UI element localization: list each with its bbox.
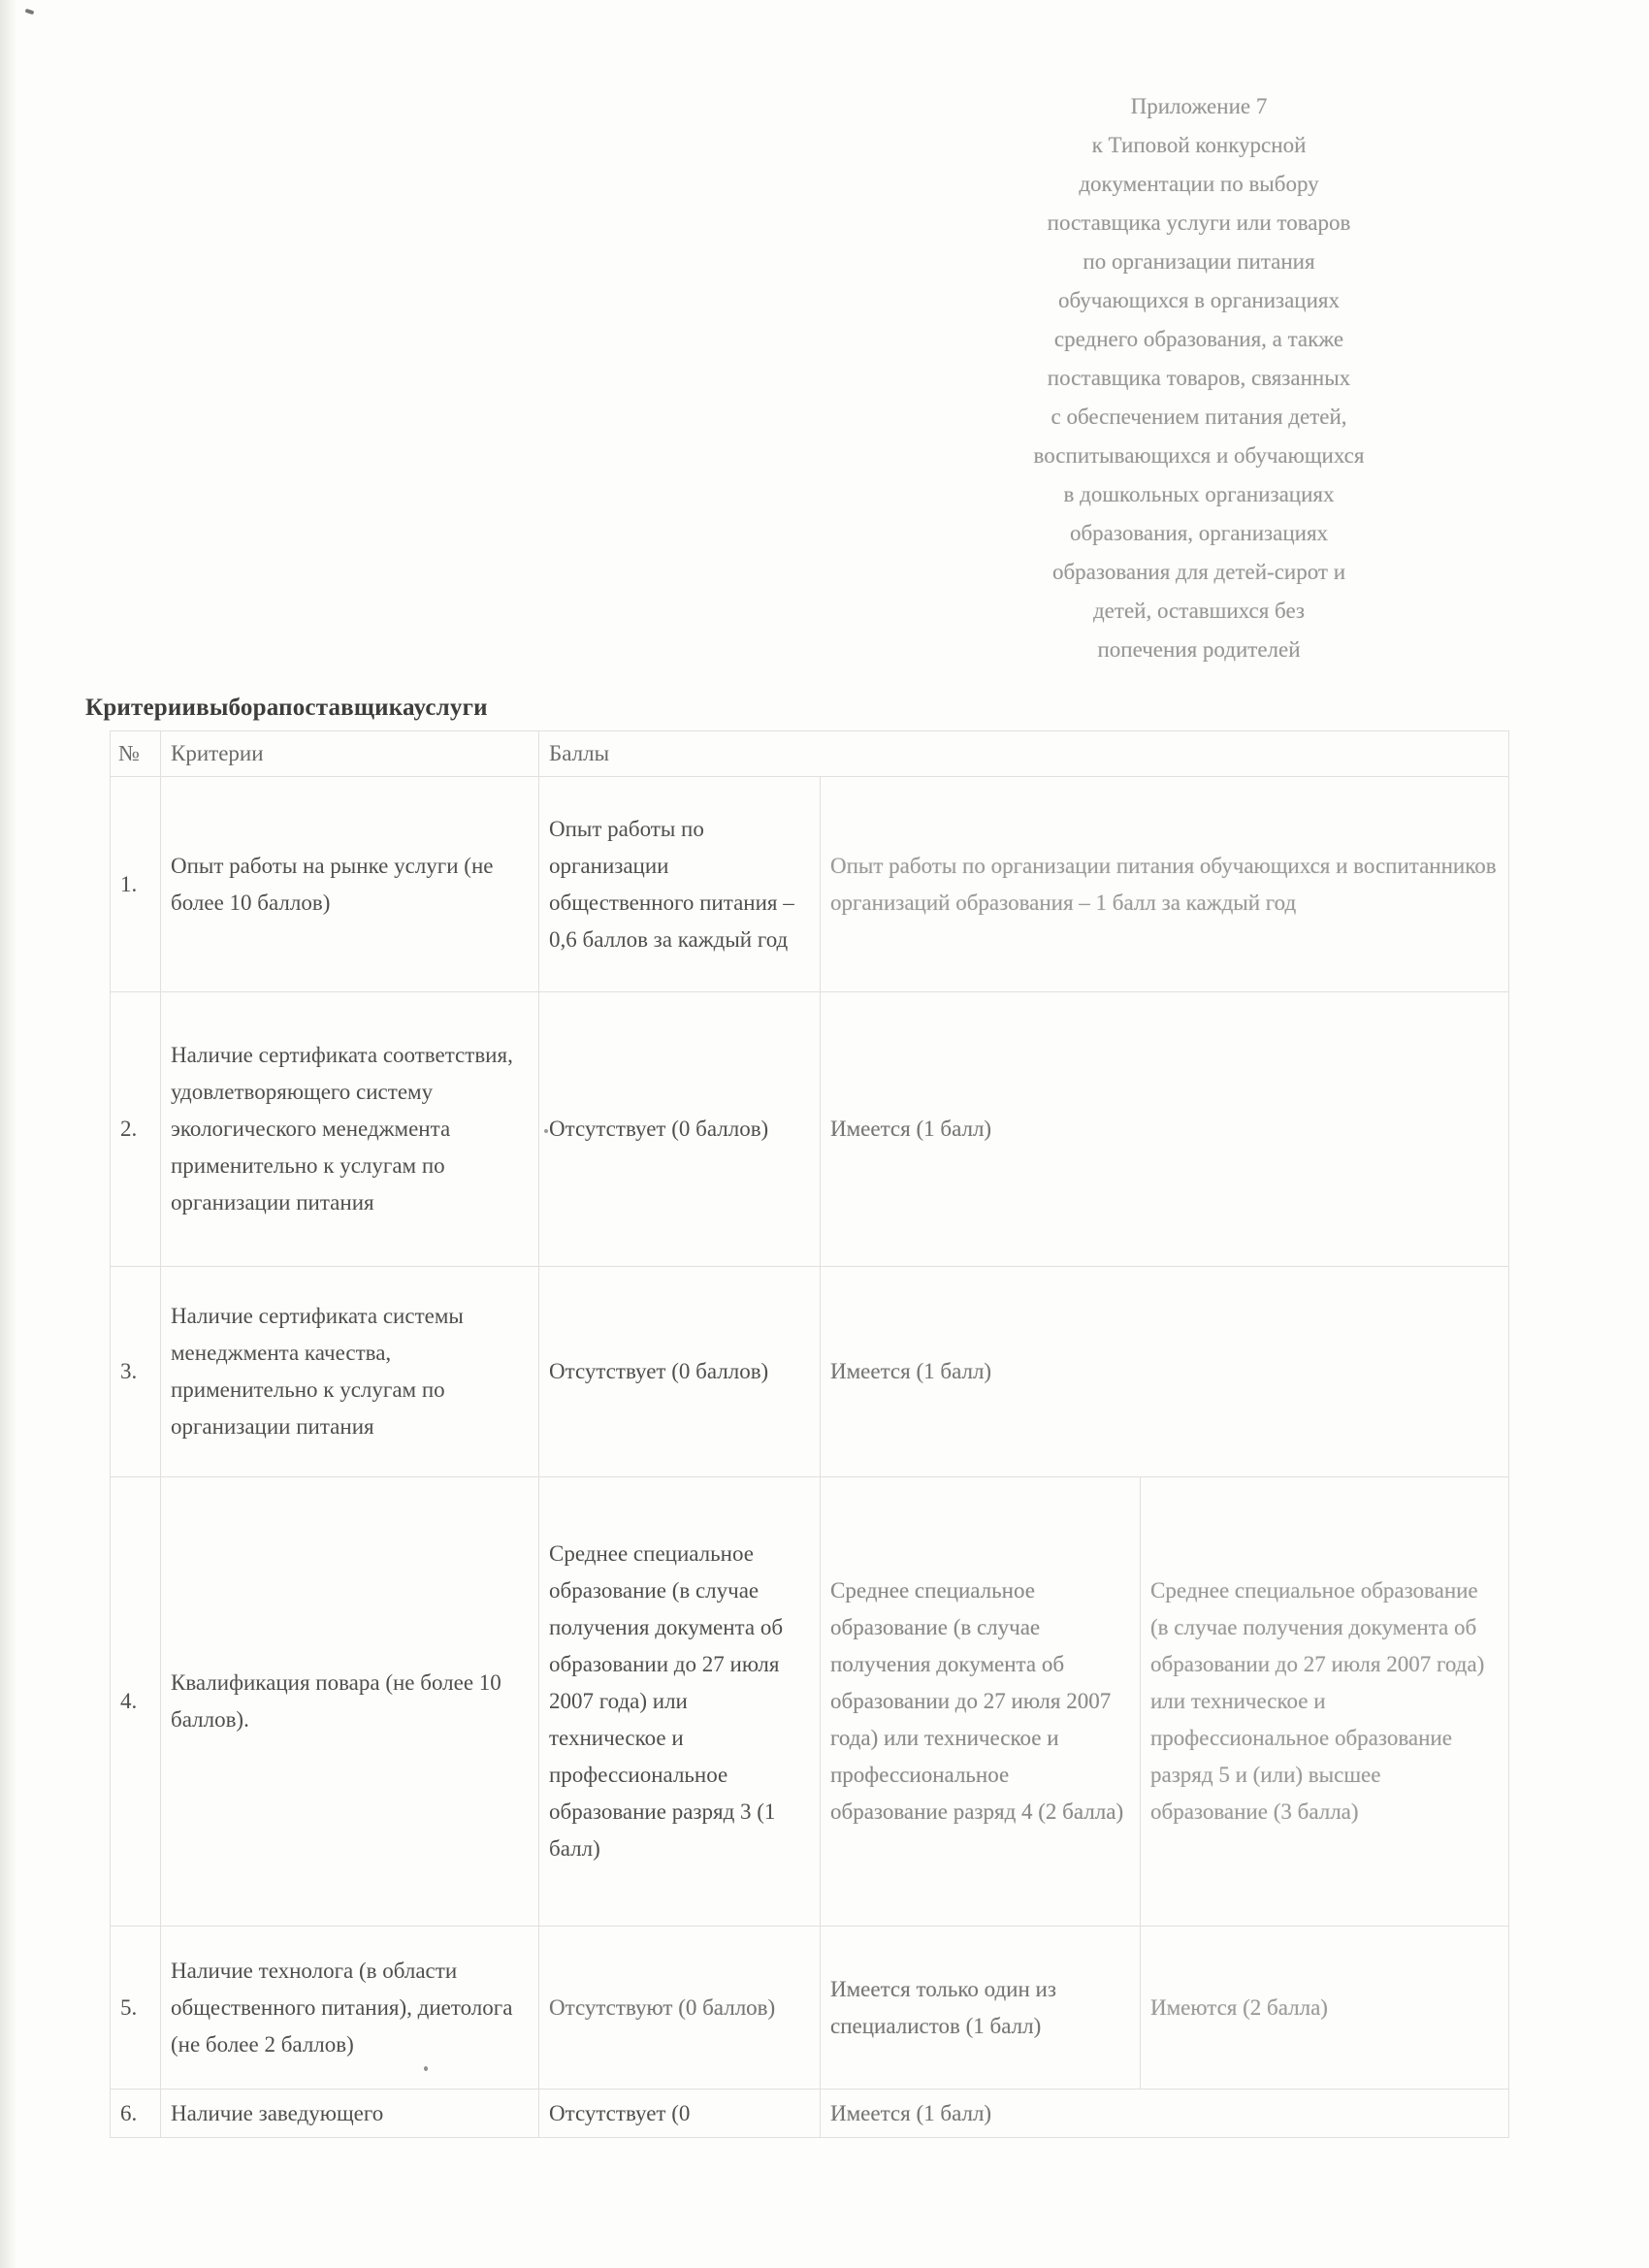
criteria-cell: Наличие сертификата соответствия, удовлетворяющего систему экологического менеджмента применительно к услугам по организации питания	[161, 992, 539, 1267]
row-number: 3.	[111, 1267, 161, 1477]
table-row	[111, 1267, 1509, 1477]
table-row	[111, 777, 1509, 992]
table-row	[111, 992, 1509, 1267]
row-number: 4.	[111, 1477, 161, 1927]
appendix-line: Приложение 7	[1130, 94, 1268, 118]
scan-edge-shading	[0, 0, 17, 2268]
header-cell-points: Баллы	[539, 731, 1509, 777]
appendix-line: среднего образования, а также	[1053, 327, 1344, 351]
document-title: Критериивыборапоставщикауслуги	[85, 695, 488, 721]
appendix-line: попечения родителей	[1097, 637, 1301, 662]
points-cell: Отсутствует (0 баллов)	[539, 992, 821, 1267]
points-cell: Опыт работы по организации питания обучающихся и воспитанников организаций образования – 1 балл за каждый год	[821, 777, 1509, 992]
table-row	[111, 1477, 1509, 1927]
points-cell: Отсутствует (0 баллов)	[539, 1267, 821, 1477]
appendix-line: в дошкольных организациях	[1063, 482, 1335, 506]
appendix-line: с обеспечением питания детей,	[1051, 405, 1347, 429]
criteria-table	[110, 730, 1509, 2138]
points-cell: Имеется (1 балл)	[821, 1267, 1509, 1477]
points-cell: Имеется (1 балл)	[821, 2090, 1509, 2138]
points-cell: Отсутствует (0	[539, 2090, 821, 2138]
points-cell: Отсутствуют (0 баллов)	[539, 1927, 821, 2090]
table-row	[111, 1927, 1509, 2090]
appendix-line: по организации питания	[1083, 249, 1315, 274]
criteria-cell: Наличие технолога (в области общественного питания), диетолога (не более 2 баллов)	[161, 1927, 539, 2090]
points-cell: Имеется (1 балл)	[821, 992, 1509, 1267]
criteria-cell: Наличие заведующего	[161, 2090, 539, 2138]
criteria-cell: Наличие сертификата системы менеджмента качества, применительно к услугам по организации питания	[161, 1267, 539, 1477]
appendix-line: к Типовой конкурсной	[1091, 133, 1307, 157]
scan-artifact	[25, 9, 35, 16]
points-cell: Имеется только один из специалистов (1 балл)	[821, 1927, 1141, 2090]
appendix-line: поставщика услуги или товаров	[1047, 211, 1351, 235]
appendix-line: поставщика товаров, связанных	[1047, 366, 1351, 390]
appendix-line: образования, организациях	[1069, 521, 1329, 545]
appendix-line: детей, оставшихся без	[1092, 599, 1306, 623]
row-number: 6.	[111, 2090, 161, 2138]
appendix-header	[922, 87, 1476, 669]
row-number: 2.	[111, 992, 161, 1267]
header-cell-criteria: Критерии	[161, 731, 539, 777]
row-number: 1.	[111, 777, 161, 992]
criteria-cell: Опыт работы на рынке услуги (не более 10 баллов)	[161, 777, 539, 992]
points-cell: Среднее специальное образование (в случае получения документа об образовании до 27 июля 2007 года) или техническое и профессиональное образование разряд 3 (1 балл)	[539, 1477, 821, 1927]
points-cell: Среднее специальное образование (в случае получения документа об образовании до 27 июля 2007 года) или техническое и профессиональное образование разряд 5 и (или) высшее образование (3 балла)	[1141, 1477, 1509, 1927]
points-cell: Имеются (2 балла)	[1141, 1927, 1509, 2090]
table-row	[111, 2090, 1509, 2138]
appendix-line: документации по выбору	[1079, 172, 1319, 196]
points-cell: Опыт работы по организации общественного питания – 0,6 баллов за каждый год	[539, 777, 821, 992]
appendix-line: образования для детей-сирот и	[1051, 560, 1346, 584]
criteria-cell: Квалификация повара (не более 10 баллов).	[161, 1477, 539, 1927]
table-header-row	[111, 731, 1509, 777]
header-cell-number: №	[111, 731, 161, 777]
appendix-line: обучающихся в организациях	[1057, 288, 1341, 312]
appendix-line: воспитывающихся и обучающихся	[1033, 443, 1365, 468]
row-number: 5.	[111, 1927, 161, 2090]
points-cell: Среднее специальное образование (в случае получения документа об образовании до 27 июля 2007 года) или техническое и профессиональное образование разряд 4 (2 балла)	[821, 1477, 1141, 1927]
